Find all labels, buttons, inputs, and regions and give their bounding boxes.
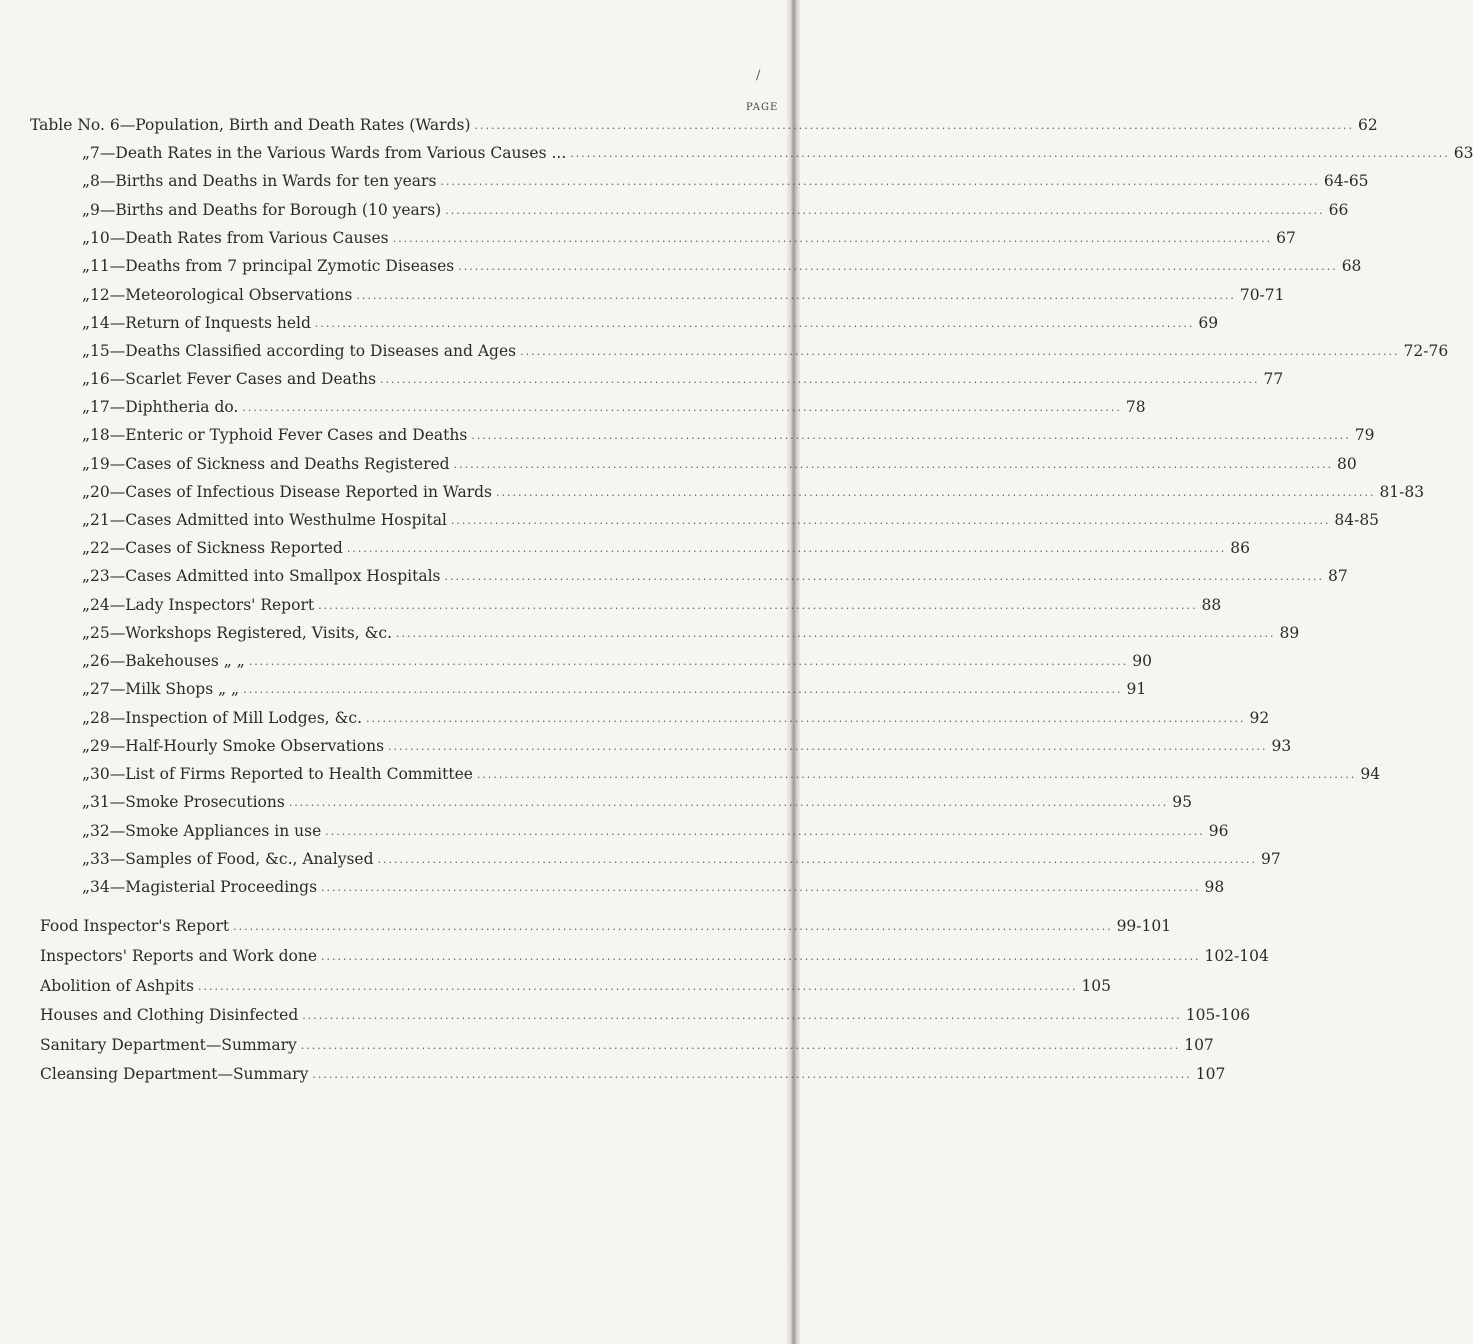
toc-entry <box>40 973 1112 999</box>
toc-entry <box>82 563 1348 589</box>
ditto-mark: „ <box>82 370 91 388</box>
ditto-mark: „ <box>82 680 91 698</box>
toc-entry <box>82 394 1146 420</box>
toc-entry <box>82 225 1296 251</box>
entry-title: —Population, Birth and Death Rates (Wards) <box>119 116 471 134</box>
entry-title: Sanitary Department—Summary <box>40 1036 297 1054</box>
dot-leader: ................................................................................................................................................................ <box>450 513 1331 527</box>
dot-leader: ................................................................................................................................................................ <box>366 711 1246 725</box>
page-number: 107 <box>1184 1036 1214 1054</box>
ditto-mark: „ <box>82 878 91 896</box>
entry-title: 20—Cases of Infectious Disease Reported in Wards <box>90 483 492 501</box>
toc-entry <box>82 282 1285 308</box>
toc-entry <box>82 648 1152 674</box>
page-number: 66 <box>1328 201 1349 219</box>
dot-leader: ................................................................................................................................................................ <box>453 457 1334 471</box>
toc-entry <box>82 592 1222 618</box>
ditto-mark: „ <box>82 144 91 162</box>
ditto-mark: „ <box>82 539 91 557</box>
entry-title: 30—List of Firms Reported to Health Committee <box>90 765 473 783</box>
page-number: 91 <box>1126 680 1147 698</box>
toc-entry <box>82 676 1147 702</box>
entry-title: Houses and Clothing Disinfected <box>40 1006 299 1024</box>
page-number: 105 <box>1081 977 1112 995</box>
dot-leader: ................................................................................................................................................................ <box>474 118 1354 132</box>
toc-entry <box>40 1032 1214 1058</box>
page-number: 99-101 <box>1116 917 1172 935</box>
ditto-mark: „ <box>82 624 91 642</box>
ditto-mark: „ <box>82 314 91 332</box>
toc-entry <box>82 535 1251 561</box>
page-number: 79 <box>1354 426 1375 444</box>
dot-leader: ................................................................................................................................................................ <box>476 767 1357 781</box>
page-number: 68 <box>1341 257 1362 275</box>
ditto-mark: „ <box>82 652 91 670</box>
page-number: 63 <box>1453 144 1473 162</box>
entry-title: Food Inspector's Report <box>40 917 230 935</box>
dot-leader: ................................................................................................................................................................ <box>242 400 1122 414</box>
page-number: 89 <box>1279 624 1300 642</box>
ditto-mark: „ <box>82 737 91 755</box>
dot-leader: ................................................................................................................................................................ <box>396 626 1276 640</box>
dot-leader: ................................................................................................................................................................ <box>377 852 1257 866</box>
ditto-mark: „ <box>82 426 91 444</box>
entry-title: 21—Cases Admitted into Westhulme Hospital <box>90 511 447 529</box>
toc-entry <box>82 874 1225 900</box>
entry-title: 14—Return of Inquests held <box>90 314 311 332</box>
page-number: 88 <box>1201 596 1222 614</box>
entry-title: 7—Death Rates in the Various Wards from Various Causes ... <box>90 144 567 162</box>
ditto-mark: „ <box>82 483 91 501</box>
entry-title: 34—Magisterial Proceedings <box>90 878 318 896</box>
ditto-mark: „ <box>82 398 91 416</box>
toc-entry <box>82 761 1381 787</box>
toc-entry <box>40 913 1172 939</box>
toc-entry <box>82 620 1300 646</box>
page-number: 90 <box>1132 652 1152 670</box>
ditto-mark: „ <box>82 793 91 811</box>
page-number: 97 <box>1260 850 1281 868</box>
toc-entry <box>40 1061 1226 1087</box>
dot-leader: ................................................................................................................................................................ <box>440 174 1320 188</box>
page-number: 96 <box>1208 822 1229 840</box>
toc-entry <box>82 789 1192 815</box>
page-number: 64-65 <box>1323 172 1369 190</box>
dot-leader: ................................................................................................................................................................ <box>388 739 1268 753</box>
dot-leader: ................................................................................................................................................................ <box>444 569 1324 583</box>
toc-entry <box>82 253 1362 279</box>
page-number: 84-85 <box>1334 511 1380 529</box>
entry-title: 12—Meteorological Observations <box>90 286 353 304</box>
page-number: 62 <box>1357 116 1378 134</box>
entry-title: 19—Cases of Sickness and Deaths Registered <box>90 455 450 473</box>
ditto-mark: „ <box>82 511 91 529</box>
page-number: 78 <box>1125 398 1146 416</box>
dot-leader: ................................................................................................................................................................ <box>445 203 1325 217</box>
ditto-mark: „ <box>82 286 91 304</box>
entry-title: 8—Births and Deaths in Wards for ten years <box>90 172 437 190</box>
page-number: 98 <box>1204 878 1225 896</box>
toc-entry <box>82 168 1369 194</box>
entry-title: Cleansing Department—Summary <box>40 1065 309 1083</box>
page-edge <box>786 0 800 1344</box>
dot-leader: ................................................................................................................................................................ <box>356 288 1236 302</box>
toc-entry <box>82 507 1380 533</box>
ditto-mark: „ <box>82 567 91 585</box>
toc-entry <box>82 422 1375 448</box>
page-number: 107 <box>1195 1065 1226 1083</box>
page-number: 93 <box>1271 737 1292 755</box>
toc-entry <box>82 846 1281 872</box>
page-number: 86 <box>1230 539 1251 557</box>
dot-leader: ................................................................................................................................................................ <box>520 344 1400 358</box>
toc-entry <box>30 112 1378 138</box>
toc-entry <box>82 140 1473 166</box>
ditto-mark: „ <box>82 257 91 275</box>
page-number: 87 <box>1327 567 1348 585</box>
ditto-mark: „ <box>82 201 91 219</box>
entry-title: 28—Inspection of Mill Lodges, &c. <box>90 709 363 727</box>
toc-entry <box>82 310 1219 336</box>
entry-prefix: Table No. 6 <box>30 116 120 134</box>
toc-entry <box>82 818 1229 844</box>
ditto-mark: „ <box>82 342 91 360</box>
page-number: 81-83 <box>1379 483 1425 501</box>
entry-title: 15—Deaths Classified according to Diseases and Ages <box>90 342 517 360</box>
toc-entry <box>82 451 1357 477</box>
page-number: 92 <box>1249 709 1270 727</box>
ditto-mark: „ <box>82 822 91 840</box>
dot-leader: ................................................................................................................................................................ <box>197 979 1078 993</box>
dot-leader: ................................................................................................................................................................ <box>248 654 1129 668</box>
dot-leader: ................................................................................................................................................................ <box>314 316 1195 330</box>
dot-leader: ................................................................................................................................................................ <box>321 949 1201 963</box>
entry-title: 17—Diphtheria do. <box>90 398 239 416</box>
dot-leader: ................................................................................................................................................................ <box>318 598 1198 612</box>
toc-entry <box>40 1002 1251 1028</box>
toc-entry <box>82 733 1292 759</box>
dot-leader: ................................................................................................................................................................ <box>325 824 1205 838</box>
ditto-mark: „ <box>82 765 91 783</box>
page-number: 105-106 <box>1185 1006 1251 1024</box>
dot-leader: ................................................................................................................................................................ <box>495 485 1376 499</box>
page-number: 70-71 <box>1239 286 1285 304</box>
page-number: 69 <box>1198 314 1219 332</box>
entry-title: 29—Half-Hourly Smoke Observations <box>90 737 385 755</box>
dot-leader: ................................................................................................................................................................ <box>233 919 1113 933</box>
dot-leader: ................................................................................................................................................................ <box>346 541 1227 555</box>
dot-leader: ................................................................................................................................................................ <box>380 372 1260 386</box>
ditto-mark: „ <box>82 172 91 190</box>
entry-title: 23—Cases Admitted into Smallpox Hospitals <box>90 567 441 585</box>
toc-entry <box>82 366 1284 392</box>
dot-leader: ................................................................................................................................................................ <box>392 231 1273 245</box>
entry-title: Abolition of Ashpits <box>40 977 194 995</box>
page-number: 102-104 <box>1204 947 1269 965</box>
page-number: 77 <box>1263 370 1284 388</box>
entry-title: 11—Deaths from 7 principal Zymotic Diseases <box>90 257 455 275</box>
ditto-mark: „ <box>82 850 91 868</box>
dot-leader: ................................................................................................................................................................ <box>321 880 1201 894</box>
toc-entry <box>82 338 1449 364</box>
dot-leader: ................................................................................................................................................................ <box>458 259 1338 273</box>
page-number: 67 <box>1276 229 1296 247</box>
entry-title: Inspectors' Reports and Work done <box>40 947 317 965</box>
dot-leader: ................................................................................................................................................................ <box>288 795 1169 809</box>
entry-title: 18—Enteric or Typhoid Fever Cases and Deaths <box>90 426 468 444</box>
dot-leader: ................................................................................................................................................................ <box>312 1067 1192 1081</box>
page-number: 72-76 <box>1403 342 1449 360</box>
page-column-heading: PAGE <box>746 102 779 113</box>
ditto-mark: „ <box>82 455 91 473</box>
toc-entry <box>82 705 1270 731</box>
dot-leader: ................................................................................................................................................................ <box>570 146 1450 160</box>
entry-title: 9—Births and Deaths for Borough (10 years) <box>90 201 442 219</box>
entry-title: 31—Smoke Prosecutions <box>90 793 285 811</box>
dot-leader: ................................................................................................................................................................ <box>300 1038 1181 1052</box>
toc-entry <box>82 197 1349 223</box>
entry-title: 24—Lady Inspectors' Report <box>90 596 315 614</box>
ditto-mark: „ <box>82 596 91 614</box>
entry-title: 16—Scarlet Fever Cases and Deaths <box>90 370 377 388</box>
entry-title: 25—Workshops Registered, Visits, &c. <box>90 624 393 642</box>
entry-title: 33—Samples of Food, &c., Analysed <box>90 850 374 868</box>
entry-title: 27—Milk Shops „ „ <box>90 680 240 698</box>
dot-leader: ................................................................................................................................................................ <box>243 682 1123 696</box>
ditto-mark: „ <box>82 709 91 727</box>
entry-title: 26—Bakehouses „ „ <box>90 652 245 670</box>
entry-title: 32—Smoke Appliances in use <box>90 822 322 840</box>
corner-mark: / <box>756 68 761 83</box>
page-number: 80 <box>1337 455 1357 473</box>
toc-entry <box>82 479 1425 505</box>
dot-leader: ................................................................................................................................................................ <box>471 428 1351 442</box>
dot-leader: ................................................................................................................................................................ <box>302 1008 1182 1022</box>
toc-entry <box>40 943 1269 969</box>
page-number: 95 <box>1172 793 1192 811</box>
entry-title: 10—Death Rates from Various Causes <box>90 229 389 247</box>
ditto-mark: „ <box>82 229 91 247</box>
page-number: 94 <box>1360 765 1381 783</box>
entry-title: 22—Cases of Sickness Reported <box>90 539 343 557</box>
